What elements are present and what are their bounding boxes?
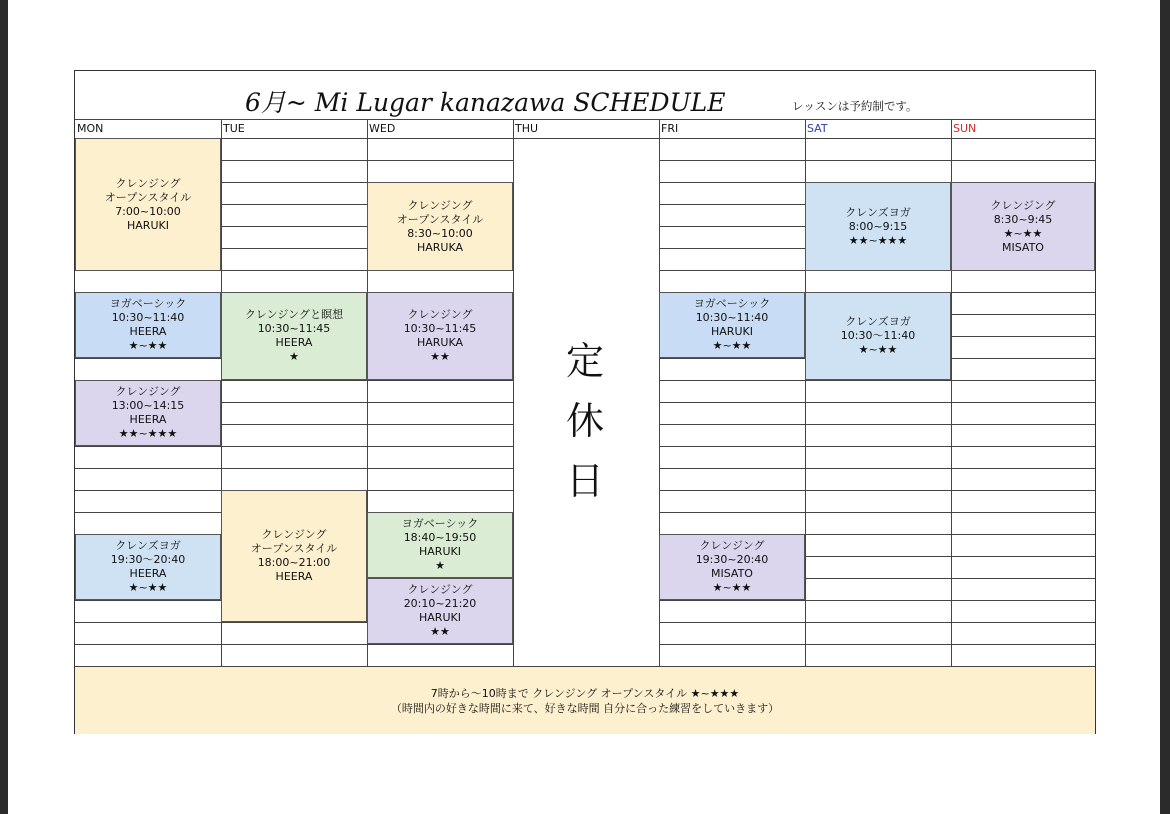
lesson-line: 10:30~11:40 — [111, 311, 185, 324]
lesson-line: 7:00~10:00 — [115, 204, 181, 218]
day-label-tue: TUE — [223, 122, 245, 135]
lesson-line: HARUKI — [127, 218, 169, 232]
day-label-thu: THU — [515, 122, 539, 135]
lesson-line: ★★ — [430, 625, 450, 638]
schedule-sheet — [74, 70, 1096, 734]
footer-line-2: （時間内の好きな時間に来て、好きな時間 自分に合った練習をしていきます） — [390, 701, 780, 715]
lesson-line: ★~★★ — [712, 581, 752, 594]
lesson-line: クレンジング — [699, 539, 765, 552]
lesson-line: 18:00~21:00 — [257, 556, 331, 569]
grid-row-line — [75, 446, 513, 447]
lesson-line: HEERA — [129, 325, 167, 338]
lesson-line: HARUKA — [416, 336, 464, 349]
closed-char: 日 — [565, 459, 604, 503]
footer-note — [75, 666, 1095, 734]
closed-day-label — [553, 331, 617, 511]
lesson-line: クレンジング — [115, 176, 181, 190]
lesson-line: 10:30~11:45 — [257, 322, 331, 335]
lesson-block — [805, 182, 951, 271]
lesson-block — [75, 292, 221, 358]
lesson-line: オープンスタイル — [396, 212, 484, 226]
lesson-block — [951, 182, 1095, 271]
closed-char: 定 — [565, 339, 604, 383]
lesson-line: 13:00~14:15 — [111, 399, 185, 412]
grid-column-line — [513, 119, 514, 666]
lesson-line: HARUKI — [711, 325, 753, 338]
lesson-line: クレンジングと瞑想 — [244, 308, 344, 321]
day-label-mon: MON — [77, 122, 104, 135]
lesson-line: ヨガベーシック — [693, 297, 771, 310]
lesson-line: クレンジング — [407, 198, 473, 212]
lesson-line: 19:30~20:40 — [695, 553, 769, 566]
lesson-line: クレンジング — [407, 308, 473, 321]
lesson-line: ★~★★ — [712, 339, 752, 352]
lesson-line: クレンズヨガ — [845, 205, 911, 219]
grid-row-line — [659, 490, 1095, 491]
lesson-line: 19:30～20:40 — [110, 553, 186, 566]
lesson-block — [367, 512, 513, 578]
lesson-line: クレンジング — [115, 385, 181, 398]
lesson-block — [75, 380, 221, 446]
lesson-block — [221, 490, 367, 622]
grid-row-line — [75, 644, 513, 645]
lesson-line: ★~★★ — [128, 581, 168, 594]
lesson-line: ★ — [435, 559, 445, 572]
lesson-block — [75, 138, 221, 271]
lesson-line: HEERA — [275, 336, 313, 349]
lesson-block — [659, 292, 805, 358]
lesson-line: ★★~★★★ — [118, 427, 178, 440]
lesson-line: HEERA — [275, 570, 313, 583]
reservation-note: レッスンは予約制です。 — [792, 99, 918, 113]
lesson-line: MISATO — [711, 567, 753, 580]
lesson-line: ★★~★★★ — [848, 233, 908, 247]
lesson-line: クレンジング — [407, 583, 473, 596]
grid-row-line — [659, 380, 1095, 381]
lesson-line: ★~★★ — [128, 339, 168, 352]
lesson-line: HARUKI — [419, 611, 461, 624]
lesson-line: 10:30～11:40 — [840, 329, 916, 342]
grid-row-line — [659, 600, 1095, 601]
lesson-block — [367, 292, 513, 380]
lesson-line: ★~★★ — [1003, 226, 1043, 240]
lesson-line: 8:30~10:00 — [407, 226, 473, 240]
lesson-line: ★ — [289, 350, 299, 363]
lesson-line: クレンジング — [261, 528, 327, 541]
lesson-line: HEERA — [129, 413, 167, 426]
grid-row-line — [659, 402, 1095, 403]
lesson-line: 10:30~11:45 — [403, 322, 477, 335]
grid-row-line — [659, 468, 1095, 469]
lesson-line: HEERA — [129, 567, 167, 580]
lesson-line: オープンスタイル — [104, 190, 192, 204]
grid-row-line — [659, 512, 1095, 513]
lesson-line: クレンズヨガ — [115, 539, 181, 552]
lesson-line: ヨガベーシック — [401, 517, 479, 530]
lesson-block — [75, 534, 221, 600]
grid-row-line — [659, 644, 1095, 645]
lesson-line: ★~★★ — [858, 343, 898, 356]
closed-char: 休 — [565, 399, 604, 443]
day-header-divider — [75, 138, 1095, 139]
document-page — [8, 0, 1160, 814]
lesson-line: クレンジング — [990, 198, 1056, 212]
day-label-wed: WED — [369, 122, 396, 135]
lesson-block — [367, 578, 513, 644]
lesson-line: 20:10~21:20 — [403, 597, 477, 610]
lesson-line: ★★ — [430, 350, 450, 363]
day-label-sun: SUN — [953, 122, 977, 135]
title-divider — [75, 119, 1095, 120]
day-label-fri: FRI — [661, 122, 679, 135]
lesson-block — [221, 292, 367, 380]
grid-row-line — [659, 160, 1095, 161]
grid-row-line — [659, 622, 1095, 623]
lesson-line: HARUKI — [419, 545, 461, 558]
lesson-block — [659, 534, 805, 600]
lesson-line: MISATO — [1002, 240, 1044, 254]
lesson-block — [805, 292, 951, 380]
lesson-line: 8:30~9:45 — [993, 212, 1053, 226]
lesson-line: クレンズヨガ — [845, 315, 911, 328]
lesson-line: オープンスタイル — [250, 542, 338, 555]
grid-row-line — [75, 468, 513, 469]
lesson-block — [367, 182, 513, 271]
lesson-line: 10:30~11:40 — [695, 311, 769, 324]
lesson-line: 18:40~19:50 — [403, 531, 477, 544]
lesson-line: 8:00~9:15 — [848, 219, 908, 233]
grid-row-line — [659, 424, 1095, 425]
grid-row-line — [659, 446, 1095, 447]
footer-line-1: 7時から～10時まで クレンジング オープンスタイル ★~★★★ — [430, 686, 740, 700]
schedule-title: 6月~ Mi Lugar kanazawa SCHEDULE — [245, 88, 726, 117]
lesson-line: HARUKA — [416, 240, 464, 254]
lesson-line: ヨガベーシック — [109, 297, 187, 310]
day-label-sat: SAT — [807, 122, 828, 135]
